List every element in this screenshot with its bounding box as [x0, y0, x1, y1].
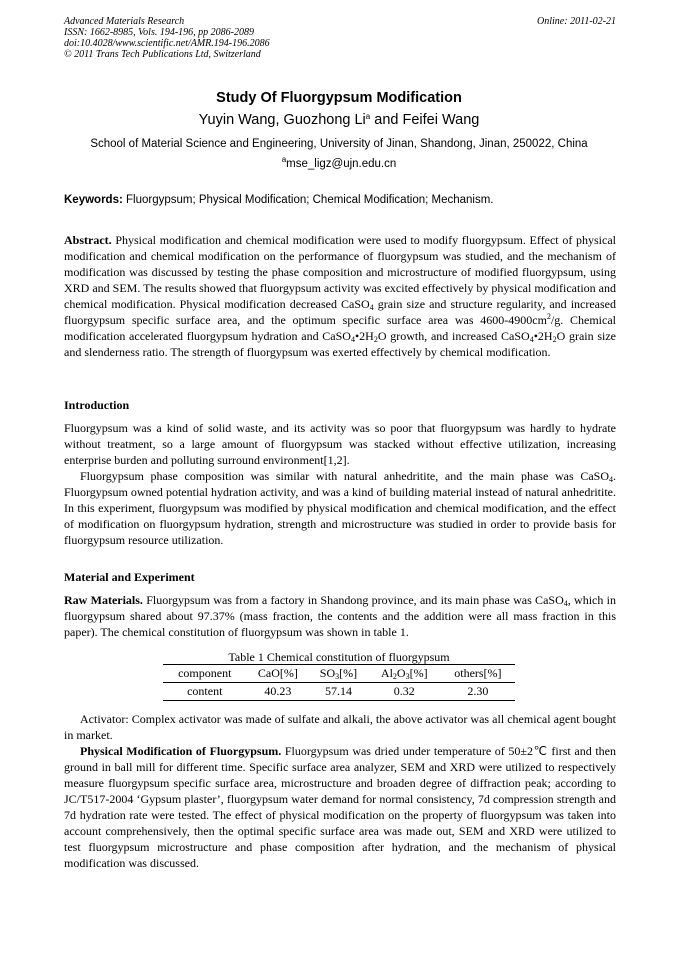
cell-al2o3: 0.32 — [368, 683, 441, 701]
al-text-o: O — [396, 666, 406, 680]
authors-text-end: and Feifei Wang — [370, 112, 480, 128]
abstract-sub: 4 — [369, 303, 374, 312]
journal-name: Advanced Materials Research — [64, 16, 185, 27]
raw-text: , which in fluorgypsum shared about 97.37% (mass fraction, the contents and the addition were all mass fraction in this paper). The chemical constitution of fluorgypsum was shown in table 1. — [64, 593, 616, 639]
keywords-text: Fluorgypsum; Physical Modification; Chemical Modification; Mechanism. — [122, 194, 494, 206]
authors-text: Yuyin Wang, Guozhong Li — [198, 112, 366, 128]
introduction-section — [64, 420, 616, 548]
raw-sub: 4 — [563, 599, 568, 608]
al-unit: [%] — [409, 666, 428, 680]
abstract-text: •2H — [354, 329, 374, 343]
abstract-label: Abstract. — [64, 233, 112, 247]
abstract-text: O grain size and slenderness ratio. The strength of fluorgypsum was exerted effectively by chemical modification. — [64, 329, 616, 359]
al-sub-3: 3 — [405, 672, 410, 681]
abstract-sup: 2 — [546, 312, 551, 321]
raw-materials-paragraph — [64, 592, 616, 640]
cell-others: 2.30 — [441, 683, 515, 701]
abstract-text: /g. Chemical modification accelerated fluorgypsum hydration and CaSO — [64, 313, 616, 343]
email-address: mse_ligz@ujn.edu.cn — [286, 158, 397, 170]
abstract-sub: 2 — [373, 335, 378, 344]
so3-sub: 3 — [335, 672, 340, 681]
physical-modification-text: Fluorgypsum was dried under temperature of 50±2℃ first and then ground in ball mill for different time. Specific surface area analyzer, SEM and XRD were utilized to respectively measure fluorgypsum specific surface area, microstructure and broaden degree of diffraction peak; according to JC/T517-2004 ‘Gypsum plaster’, fluorgypsum water demand for normal consistency, 7d compression strength and 7d hydration rate were tested. The effect of physical modification on the property of fluorgypsum was taken into account comprehensively, then the optimal specific surface area was made out, SEM and XRD were utilized to test fluorgypsum microstructure and phase composition after hydration, and the mechanism of physical modification was discussed. — [64, 744, 616, 870]
table-caption: Table 1 Chemical constitution of fluorgypsum — [228, 650, 450, 664]
row-label: content — [163, 683, 247, 701]
activator-paragraph: Activator: Complex activator was made of sulfate and alkali, the above activator was all chemical agent bought in market. — [64, 712, 616, 742]
abstract — [64, 232, 616, 360]
introduction-paragraph-2 — [64, 468, 616, 548]
header-cao: CaO[%] — [247, 665, 310, 683]
abstract-text: •2H — [533, 329, 553, 343]
al-text: Al — [380, 666, 393, 680]
online-date: Online: 2011-02-21 — [537, 16, 616, 27]
material-heading: Material and Experiment — [64, 570, 195, 584]
header-al2o3 — [368, 665, 441, 683]
chemical-constitution-table — [163, 664, 515, 701]
abstract-text: grain size and structure regularity, and increased fluorgypsum specific surface area, and the optimum specific surface area was 4600-4900cm — [64, 297, 616, 327]
abstract-text: Physical modification and chemical modification were used to modify fluorgypsum. Effect of physical modification and chemical modification on the performance of fluorgypsum was studied, and the mechanism of modification was discussed by testing the phase composition and microstructure of modified fluorgypsum, using XRD and SEM. The results showed that fluorgypsum activity was excited effectively by physical modification and chemical modification. Physical modification decreased CaSO — [64, 233, 616, 311]
copyright-line: © 2011 Trans Tech Publications Ltd, Switzerland — [64, 49, 261, 60]
email-superscript: a — [281, 155, 287, 164]
abstract-sub: 4 — [529, 335, 534, 344]
affiliation: School of Material Science and Engineering, University of Jinan, Shandong, Jinan, 250022, China — [90, 138, 588, 150]
cell-cao: 40.23 — [247, 683, 310, 701]
author-superscript: a — [365, 112, 371, 121]
abstract-sub: 4 — [350, 335, 355, 344]
introduction-heading: Introduction — [64, 398, 130, 412]
raw-text: Fluorgypsum was from a factory in Shandong province, and its main phase was CaSO — [142, 593, 564, 607]
intro-text: . Fluorgypsum owned potential hydration activity, and was a kind of building material instead of natural anhedritite. In this experiment, fluorgypsum was modified by physical modification and chemical modification, and the effect of modification on fluorgypsum hydration, strength and microstructure was studied in order to provide basis for fluorgypsum resource utilization. — [64, 469, 616, 547]
doi-line: doi:10.4028/www.scientific.net/AMR.194-196.2086 — [64, 38, 270, 49]
abstract-sub: 2 — [552, 335, 557, 344]
so3-text: SO — [319, 666, 336, 680]
table-row — [163, 683, 515, 701]
physical-modification-label: Physical Modification of Fluorgypsum. — [80, 744, 282, 758]
author-line — [0, 112, 678, 128]
so3-unit: [%] — [339, 666, 358, 680]
issn-line: ISSN: 1662-8985, Vols. 194-196, pp 2086-2089 — [64, 27, 254, 38]
paper-title: Study Of Fluorgypsum Modification — [216, 90, 462, 106]
introduction-paragraph-1: Fluorgypsum was a kind of solid waste, and its activity was so poor that fluorgypsum was hardly to hydrate without treatment, so a large amount of fluorgypsum was stacked without effective utilization, increasing enterprise burden and polluting surround environment[1,2]. — [64, 421, 616, 467]
keywords-label: Keywords: — [64, 194, 123, 206]
physical-modification-paragraph — [64, 743, 616, 871]
header-component: component — [163, 665, 247, 683]
header-others: others[%] — [441, 665, 515, 683]
al-sub: 2 — [392, 672, 397, 681]
intro-text: Fluorgypsum phase composition was similar with natural anhedritite, and the main phase was CaSO — [80, 469, 609, 483]
email-line — [0, 155, 678, 170]
intro-sub: 4 — [609, 475, 613, 484]
publication-info — [64, 16, 616, 60]
table-header-row — [163, 665, 515, 683]
cell-so3: 57.14 — [309, 683, 368, 701]
raw-materials-label: Raw Materials. — [64, 593, 143, 607]
abstract-text: O growth, and increased CaSO — [377, 329, 530, 343]
keywords-line — [64, 194, 616, 206]
header-so3 — [309, 665, 368, 683]
